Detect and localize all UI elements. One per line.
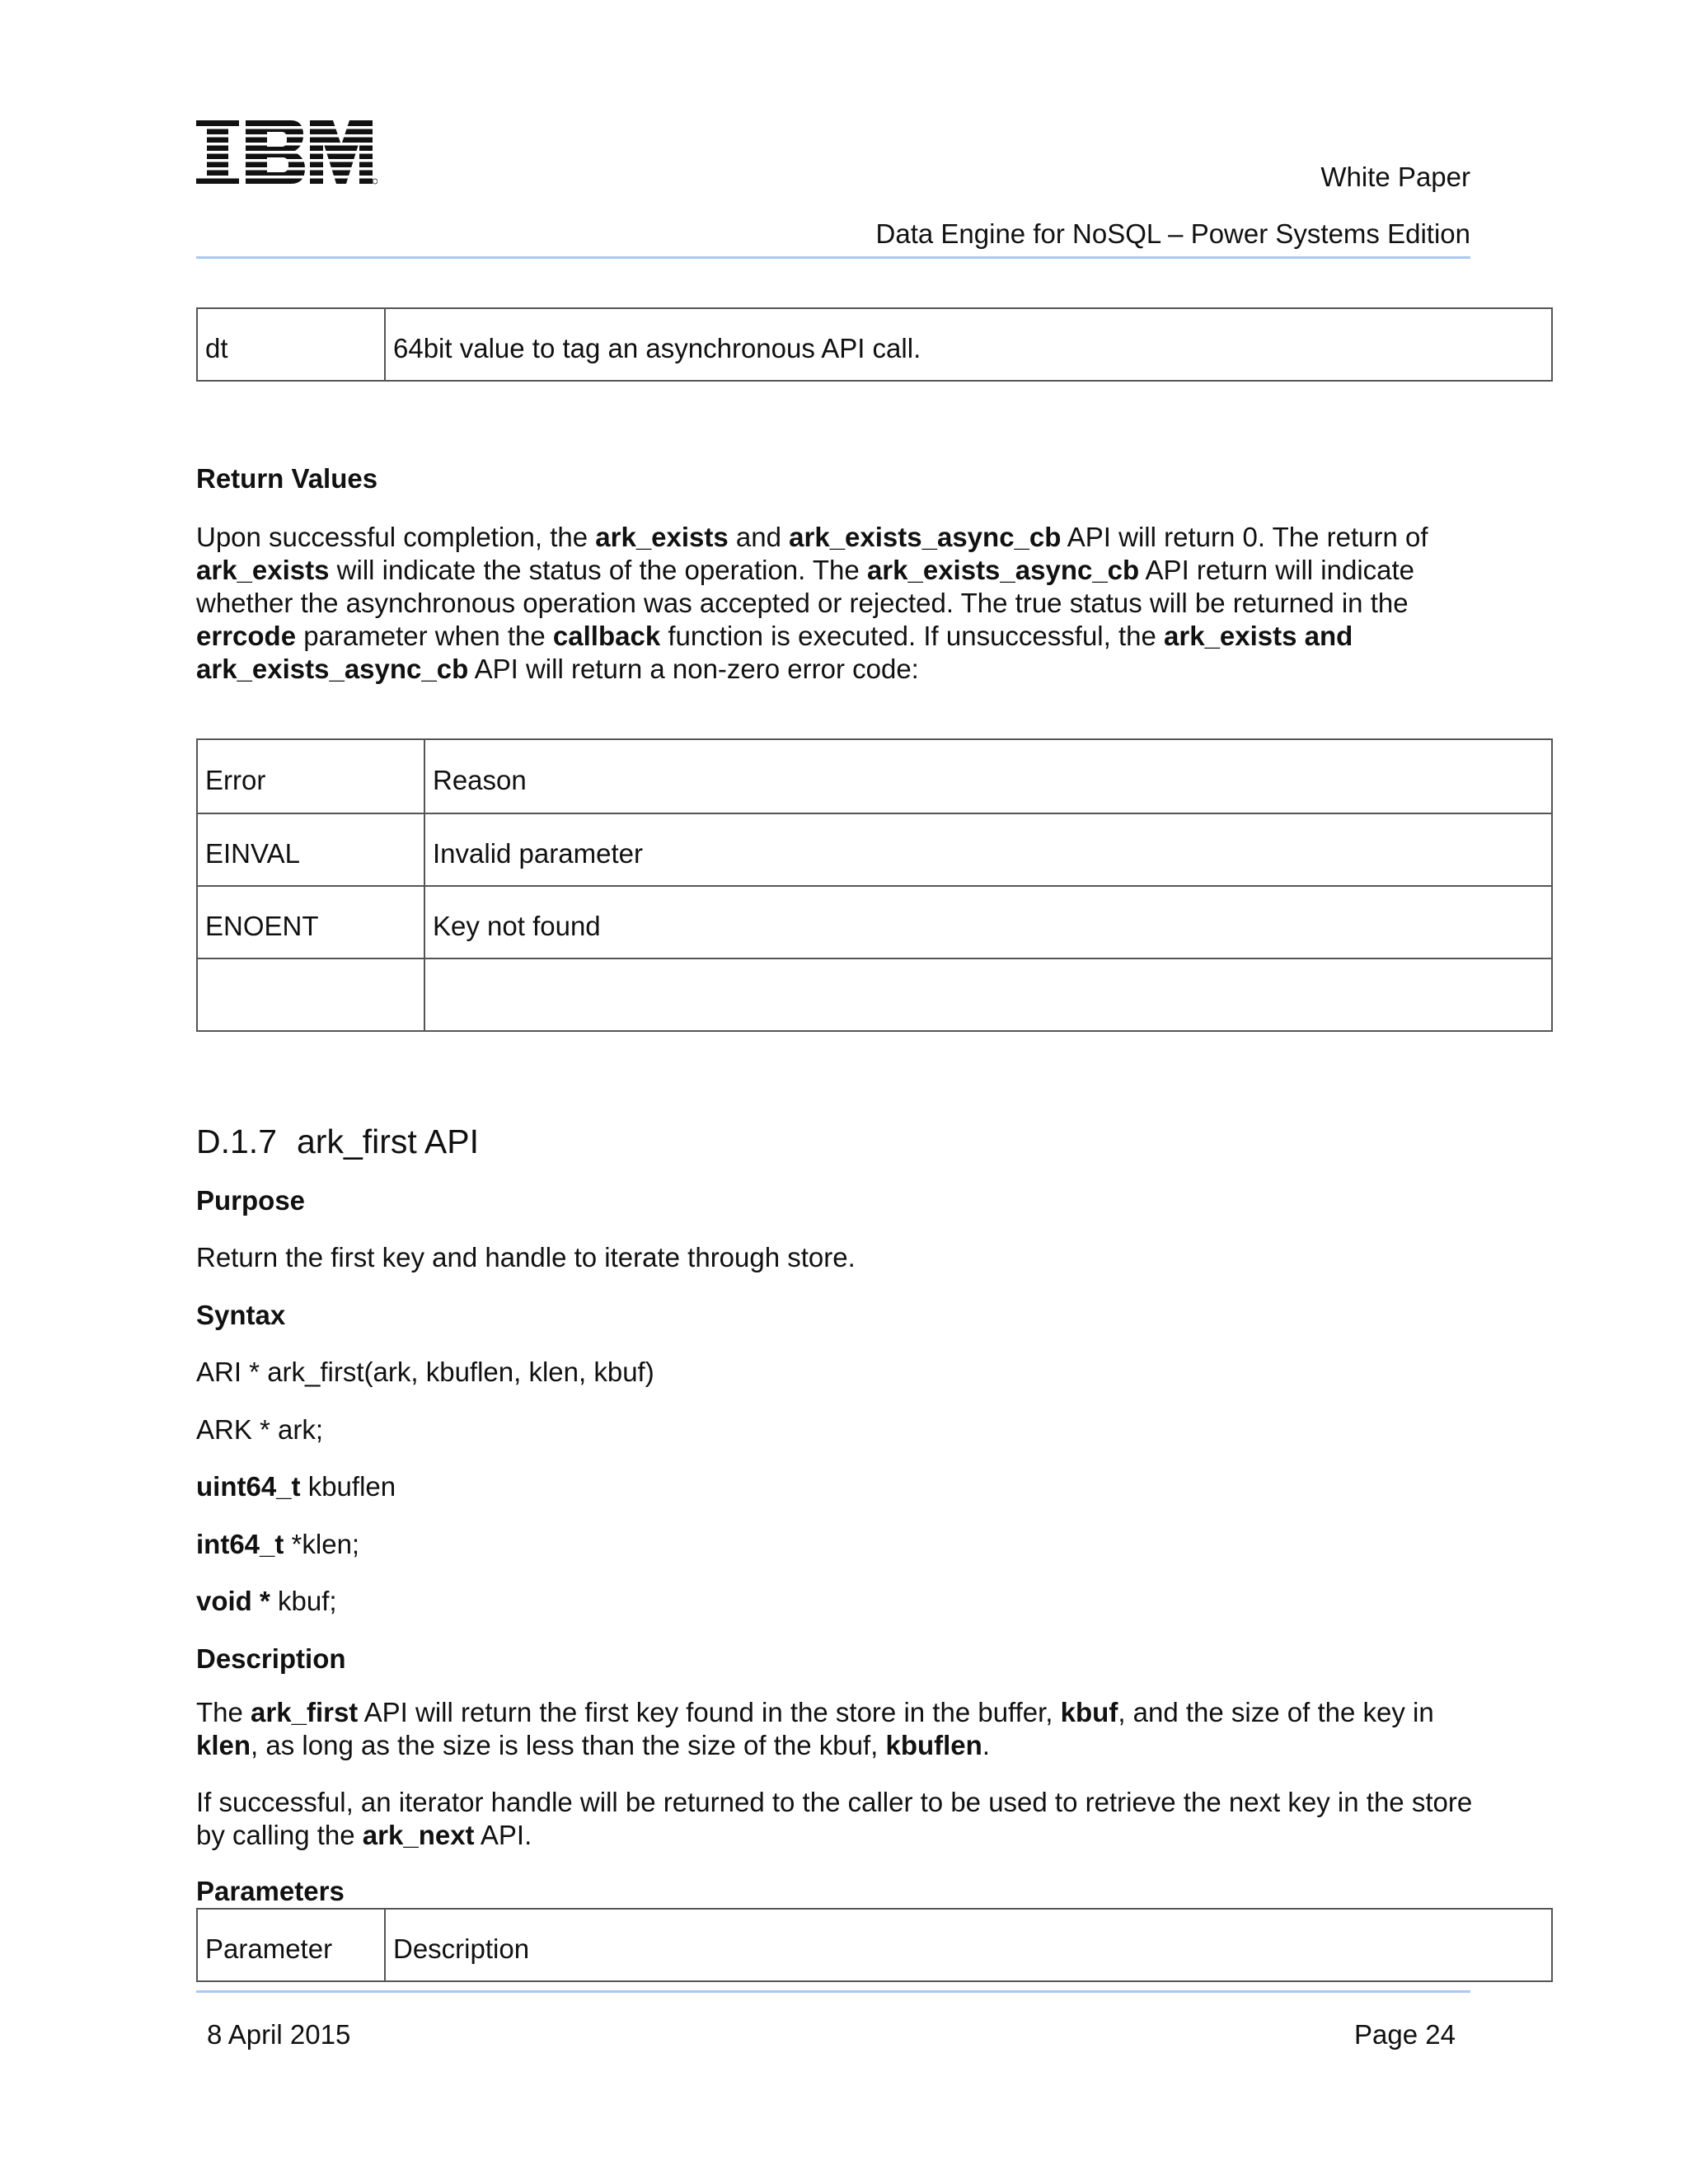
- footer-rule: [196, 1990, 1470, 1993]
- parameter-column-header: Parameter: [197, 1909, 385, 1981]
- parameter-table: [196, 1908, 1553, 1982]
- purpose-heading: Purpose: [196, 1185, 306, 1216]
- purpose-text: Return the first key and handle to iterate through store.: [196, 1242, 856, 1272]
- parameter-table-continued: [196, 307, 1553, 382]
- parameters-heading: Parameters: [196, 1876, 345, 1906]
- page-number: Page 24: [1354, 2019, 1456, 2050]
- param-description-cell: 64bit value to tag an asynchronous API call.: [385, 308, 1552, 381]
- footer-date: 8 April 2015: [207, 2019, 351, 2050]
- document-type: White Paper: [1320, 162, 1470, 192]
- reason-column-header: Reason: [424, 739, 1552, 813]
- return-values-paragraph: Upon successful completion, the ark_exists and ark_exists_async_cb API will return 0. The return of ark_exists will indicate the status of the operation. The ark_exists_async_cb API return will indicate whether the asynchronous operation was accepted or rejected. The true status will be returned in the errcode parameter when the callback function is executed. If unsuccessful, the ark_exists and ark_exists_async_cb API will return a non-zero error code:: [196, 522, 1428, 684]
- error-reason-cell: Invalid parameter: [424, 813, 1552, 886]
- error-code-cell: [197, 958, 424, 1031]
- syntax-line: void * kbuf;: [196, 1586, 337, 1616]
- section-heading: [196, 1122, 479, 1161]
- error-reason-cell: Key not found: [424, 886, 1552, 958]
- error-code-cell: EINVAL: [197, 813, 424, 886]
- syntax-line: ARI * ark_first(ark, kbuflen, klen, kbuf): [196, 1357, 654, 1387]
- description-paragraph: The ark_first API will return the first key found in the store in the buffer, kbuf, and the size of the key in klen, as long as the size is less than the size of the kbuf, kbuflen.: [196, 1697, 1434, 1760]
- table-row: [197, 308, 1552, 381]
- table-header-row: [197, 739, 1552, 813]
- table-header-row: [197, 1909, 1552, 1981]
- section-number: D.1.7: [196, 1122, 277, 1160]
- syntax-line: uint64_t kbuflen: [196, 1471, 396, 1502]
- table-row: [197, 813, 1552, 886]
- description-paragraph: If successful, an iterator handle will be returned to the caller to be used to retrieve the next key in the store by calling the ark_next API.: [196, 1787, 1473, 1850]
- header-rule: [196, 256, 1470, 259]
- return-values-heading: Return Values: [196, 463, 378, 494]
- syntax-line: int64_t *klen;: [196, 1529, 360, 1559]
- syntax-heading: Syntax: [196, 1300, 286, 1330]
- section-title: ark_first API: [297, 1122, 480, 1160]
- table-row: [197, 886, 1552, 958]
- syntax-line: ARK * ark;: [196, 1414, 324, 1445]
- document-title: Data Engine for NoSQL – Power Systems Edition: [875, 218, 1470, 249]
- description-heading: Description: [196, 1643, 346, 1674]
- param-name-cell: dt: [197, 308, 385, 381]
- error-code-cell: ENOENT: [197, 886, 424, 958]
- error-table: [196, 738, 1553, 1032]
- error-column-header: Error: [197, 739, 424, 813]
- table-row: [197, 958, 1552, 1031]
- ibm-logo: [196, 120, 377, 188]
- error-reason-cell: [424, 958, 1552, 1031]
- description-column-header: Description: [385, 1909, 1552, 1981]
